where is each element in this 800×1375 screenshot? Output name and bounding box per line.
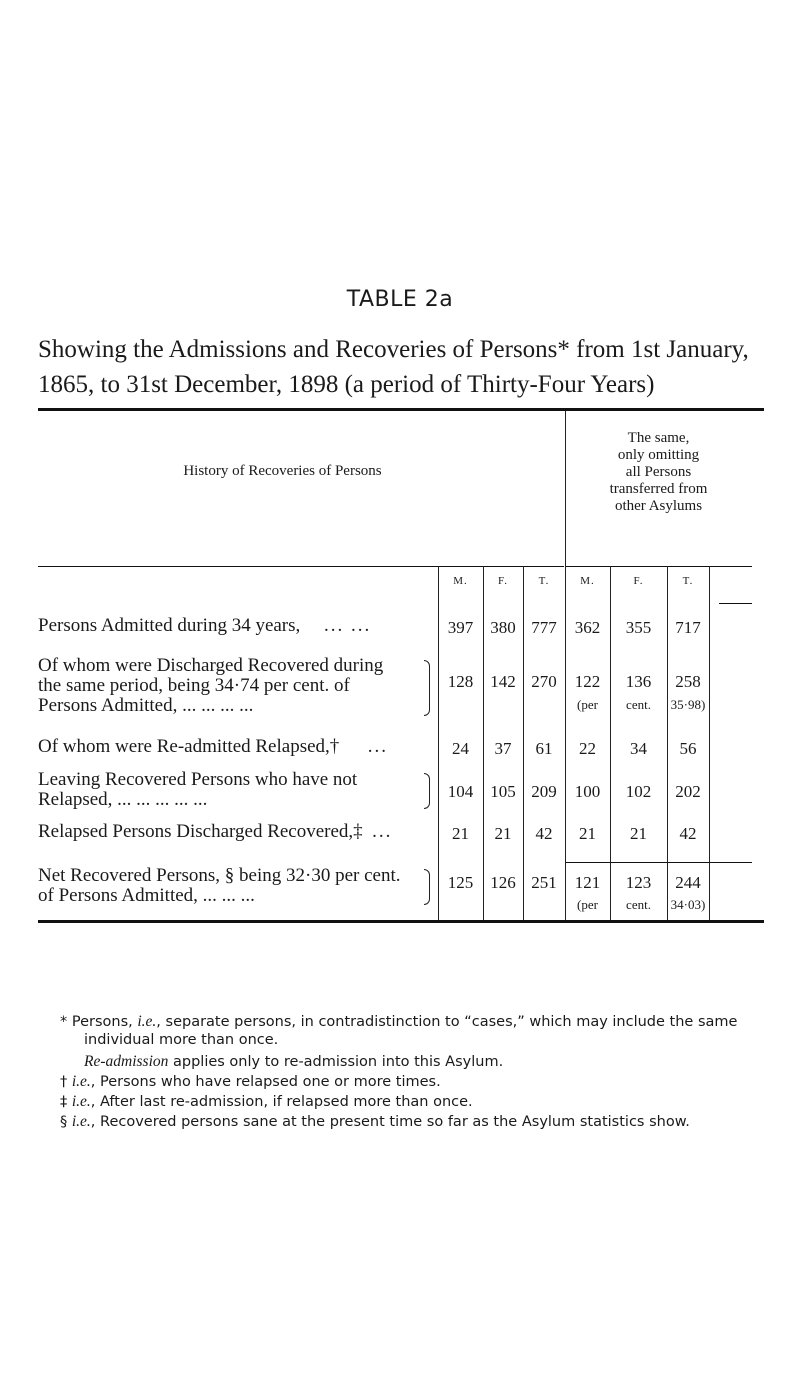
cell-subvalue: (per (577, 897, 598, 912)
row-label (38, 656, 433, 716)
row-label-dots: ... (367, 736, 389, 757)
header-right-line: only omitting (617, 447, 700, 463)
colhead-t2: T. (682, 575, 694, 587)
footnote-double-dagger (60, 1093, 770, 1111)
footnote-text: * Persons, (60, 1014, 138, 1030)
cell-value: 125 (447, 873, 474, 892)
colhead-rule-right (719, 603, 752, 604)
cell-value: 126 (490, 873, 516, 892)
cell-subvalue: 34·03) (670, 897, 706, 912)
cell-value: 42 (679, 824, 697, 843)
footnote-text: , separate persons, in contradistinction to “cases,” which may include the same individual more than once. (84, 1014, 738, 1048)
row-label-line: Of whom were Discharged Recovered during (38, 655, 384, 676)
header-right-line: transferred from (609, 481, 708, 497)
cell-subvalue: cent. (626, 697, 651, 712)
row-label-text: Persons Admitted during 34 years, (38, 615, 301, 636)
footnote-text: , Persons who have relapsed one or more times. (90, 1074, 441, 1090)
cell-value: 355 (625, 618, 652, 637)
colhead-m2: M. (580, 575, 595, 587)
cell-value: 122 (574, 672, 601, 691)
footnote-dagger (60, 1073, 770, 1091)
cell-value: 136 (625, 672, 652, 691)
row-label-text: Of whom were Re-admitted Relapsed,† (38, 736, 340, 757)
footnote-readmission (84, 1053, 794, 1071)
cell-value: 34 (630, 739, 647, 758)
header-right-line: all Persons (625, 464, 692, 480)
cell-value: 128 (447, 672, 474, 691)
header-divider-left (38, 566, 564, 567)
cell-value: 258 (675, 672, 701, 691)
cell-value: 61 (535, 739, 553, 758)
cell-value: 105 (490, 782, 516, 801)
cell-value: 717 (675, 618, 701, 637)
row-label-text: Relapsed Persons Discharged Recovered,‡ (38, 821, 363, 842)
row-label-line: of Persons Admitted, ... ... ... (38, 885, 255, 906)
header-same-omitting (565, 430, 752, 515)
row-brace (424, 660, 430, 716)
row-label-dots: ... (372, 821, 393, 842)
row-label (38, 616, 433, 636)
footnote-mark: ‡ (60, 1094, 72, 1110)
cell-value: 102 (625, 782, 652, 801)
cell-subvalue: 35·98) (670, 697, 706, 712)
row-label-line: Persons Admitted, ... ... ... ... (38, 695, 254, 716)
colhead-m1: M. (453, 575, 468, 587)
cell-value: 777 (531, 618, 557, 637)
footnote-mark: § (60, 1114, 72, 1130)
footnote-text: , Recovered persons sane at the present time so far as the Asylum statistics show. (90, 1114, 690, 1130)
row-label (38, 822, 433, 842)
cell-subvalue: cent. (626, 897, 651, 912)
colhead-f1: F. (498, 575, 508, 587)
table-title: TABLE 2a (346, 287, 454, 312)
colhead-f2: F. (633, 575, 644, 587)
cell-value: 104 (447, 782, 474, 801)
footnote-ie: i.e. (71, 1113, 91, 1130)
cell-value: 21 (579, 824, 596, 843)
footnote-ie: i.e. (71, 1073, 91, 1090)
cell-value: 56 (679, 739, 697, 758)
footnote-ie: i.e. (137, 1013, 157, 1030)
footnote-text: , After last re-admission, if relapsed more than once. (90, 1094, 473, 1110)
colhead-t1: T. (538, 575, 550, 587)
cell-value: 100 (574, 782, 601, 801)
footnote-ie: i.e. (71, 1093, 91, 1110)
cell-value: 21 (494, 824, 512, 843)
cell-value: 397 (447, 618, 474, 637)
row-label (38, 866, 433, 906)
header-history: History of Recoveries of Persons (183, 463, 382, 479)
table-top-rule (38, 408, 764, 411)
row-label-line: Net Recovered Persons, § being 32·30 per cent. (38, 865, 401, 886)
cell-value: 251 (531, 873, 557, 892)
row-label-line: the same period, being 34·74 per cent. of (38, 675, 350, 696)
cell-value: 121 (574, 873, 601, 892)
cell-value: 270 (531, 672, 557, 691)
cell-value: 362 (574, 618, 601, 637)
cell-value: 37 (494, 739, 512, 758)
table-bottom-rule (38, 920, 764, 923)
cell-value: 24 (452, 739, 469, 758)
cell-value: 142 (490, 672, 516, 691)
cell-value: 202 (675, 782, 701, 801)
header-right-line: The same, (627, 430, 690, 446)
cell-value: 21 (630, 824, 647, 843)
footnote-term: Re-admission (84, 1053, 169, 1070)
row-label (38, 770, 433, 810)
header-right-line: other Asylums (614, 498, 703, 514)
cell-value: 123 (625, 873, 652, 892)
cell-value: 21 (452, 824, 469, 843)
last-row-top-rule-right (565, 862, 752, 863)
row-brace (424, 773, 430, 809)
cell-value: 209 (531, 782, 557, 801)
row-label-line: Leaving Recovered Persons who have not (38, 769, 358, 790)
cell-value: 244 (675, 873, 701, 892)
row-label-line: Relapsed, ... ... ... ... ... (38, 789, 208, 810)
cell-value: 380 (490, 618, 516, 637)
row-label-dots: ... ... (324, 615, 372, 636)
cell-subvalue: (per (577, 697, 598, 712)
header-divider-right (565, 566, 752, 567)
table-subtitle: Showing the Admissions and Recoveries of Persons* from 1st January, 1865, to 31st December, 1898 (a period of Thirty-Four Years) (38, 336, 749, 398)
cell-value: 42 (535, 824, 553, 843)
footnote-text: applies only to re-admission into this Asylum. (168, 1054, 504, 1070)
footnote-section (60, 1113, 770, 1131)
row-brace (424, 869, 430, 905)
footnote-mark: † (60, 1074, 72, 1090)
footnote-star (60, 1013, 794, 1049)
row-label (38, 737, 433, 757)
cell-value: 22 (579, 739, 596, 758)
col-line-7 (709, 566, 710, 920)
